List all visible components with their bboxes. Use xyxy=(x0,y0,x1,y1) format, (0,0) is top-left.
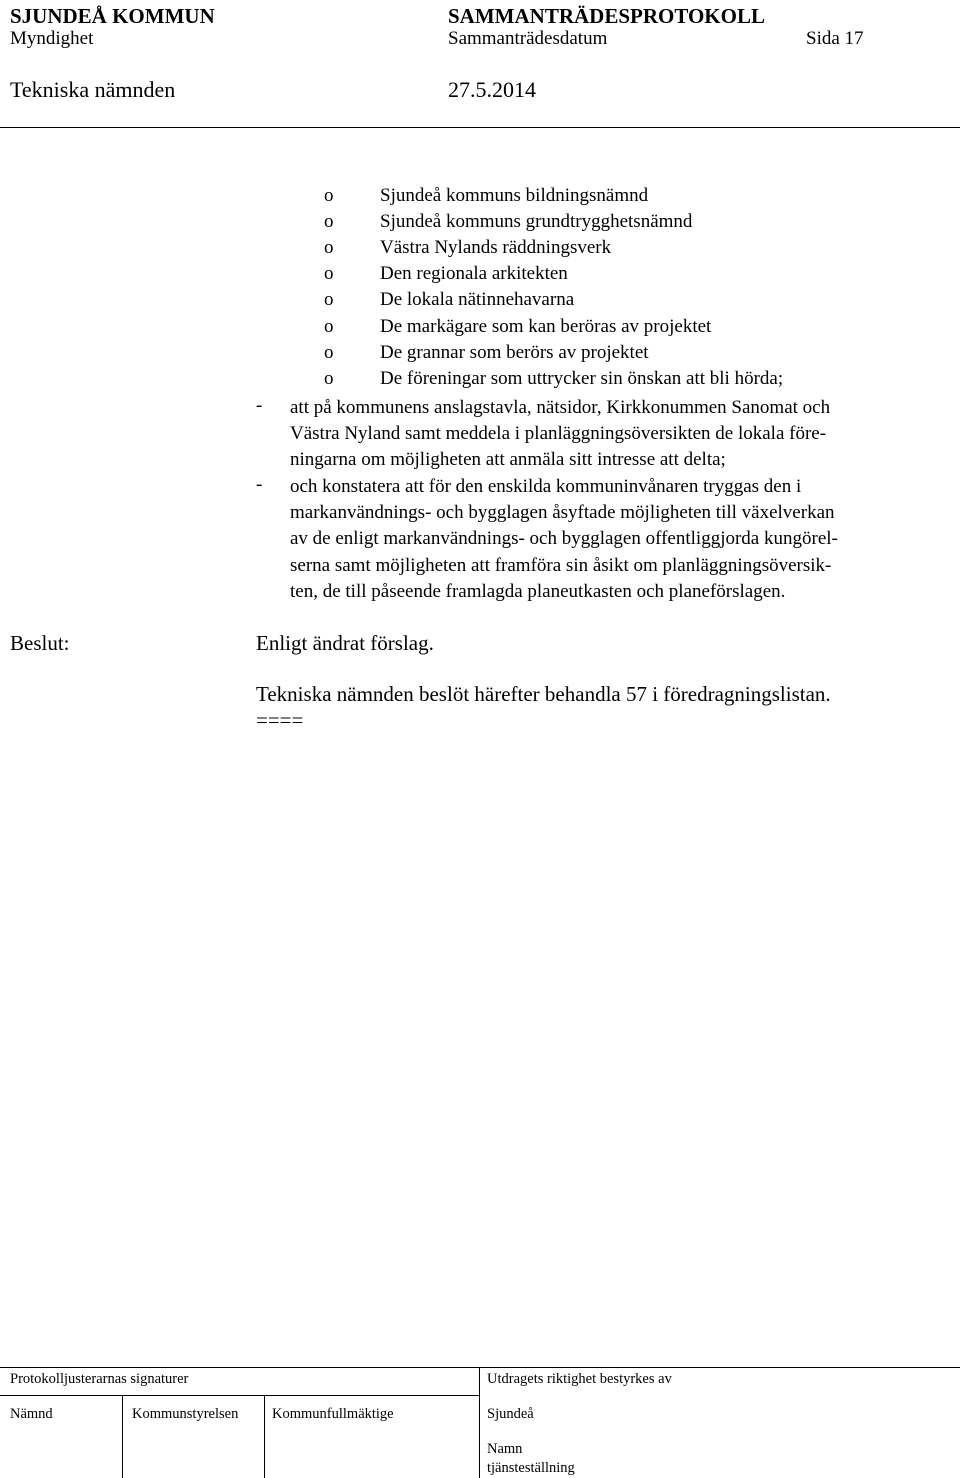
paragraph-interaction xyxy=(290,474,950,605)
dash-bullet: - xyxy=(256,395,263,416)
paragraph-line: Västra Nyland samt meddela i planläggningsöversikten de lokala före- xyxy=(290,423,827,445)
sig-col-council: Kommunfullmäktige xyxy=(272,1406,394,1422)
paragraph-line: att på kommunens anslagstavla, nätsidor, Kirkkonummen Sanomat och xyxy=(290,397,831,418)
signatures-label: Protokolljusterarnas signaturer xyxy=(10,1371,189,1387)
paragraph-line: ningarna om möjligheten att anmäla sitt intresse att delta; xyxy=(290,449,726,471)
certified-label: Utdragets riktighet bestyrkes av xyxy=(487,1371,672,1387)
decision-note: Tekniska nämnden beslöt härefter behandla 57 i föredragningslistan. xyxy=(256,682,831,706)
paragraph-announcement xyxy=(290,395,950,474)
end-marker: ==== xyxy=(256,708,304,732)
date-label: Sammanträdesdatum xyxy=(448,28,608,49)
sig-col-committee: Nämnd xyxy=(10,1406,53,1422)
footer-divider xyxy=(479,1367,480,1478)
paragraph-line: och konstatera att för den enskilda kommuninvånaren tryggas den i xyxy=(290,476,802,497)
decision-label: Beslut: xyxy=(10,631,70,655)
authority-name: Tekniska nämnden xyxy=(10,77,176,102)
page-number: Sida 17 xyxy=(806,28,864,49)
sig-col-board: Kommunstyrelsen xyxy=(132,1406,239,1422)
meeting-date: 27.5.2014 xyxy=(448,77,536,102)
certified-place: Sjundeå xyxy=(487,1406,534,1422)
org-name: SJUNDEÅ KOMMUN xyxy=(10,4,215,28)
footer-col-rule xyxy=(264,1395,265,1478)
position-label: tjänsteställning xyxy=(487,1460,575,1476)
header-divider xyxy=(0,127,960,128)
name-label: Namn xyxy=(487,1441,523,1457)
paragraph-line: ten, de till påseende framlagda planeutkasten och planeförslagen. xyxy=(290,580,786,602)
document-type: SAMMANTRÄDESPROTOKOLL xyxy=(448,4,765,28)
paragraph-line: markanvändnings- och bygglagen åsyftade möjligheten till växelverkan xyxy=(290,502,835,524)
authority-label: Myndighet xyxy=(10,28,94,49)
decision-text: Enligt ändrat förslag. xyxy=(256,631,434,655)
footer-top-rule xyxy=(0,1367,960,1368)
paragraph-line: serna samt möjligheten att framföra sin åsikt om planläggningsöversik- xyxy=(290,554,832,576)
footer-col-rule xyxy=(122,1395,123,1478)
footer-row-rule xyxy=(0,1395,479,1396)
dash-bullet: - xyxy=(256,474,263,495)
paragraph-line: av de enligt markanvändnings- och bygglagen offentliggjorda kungörel- xyxy=(290,528,838,550)
